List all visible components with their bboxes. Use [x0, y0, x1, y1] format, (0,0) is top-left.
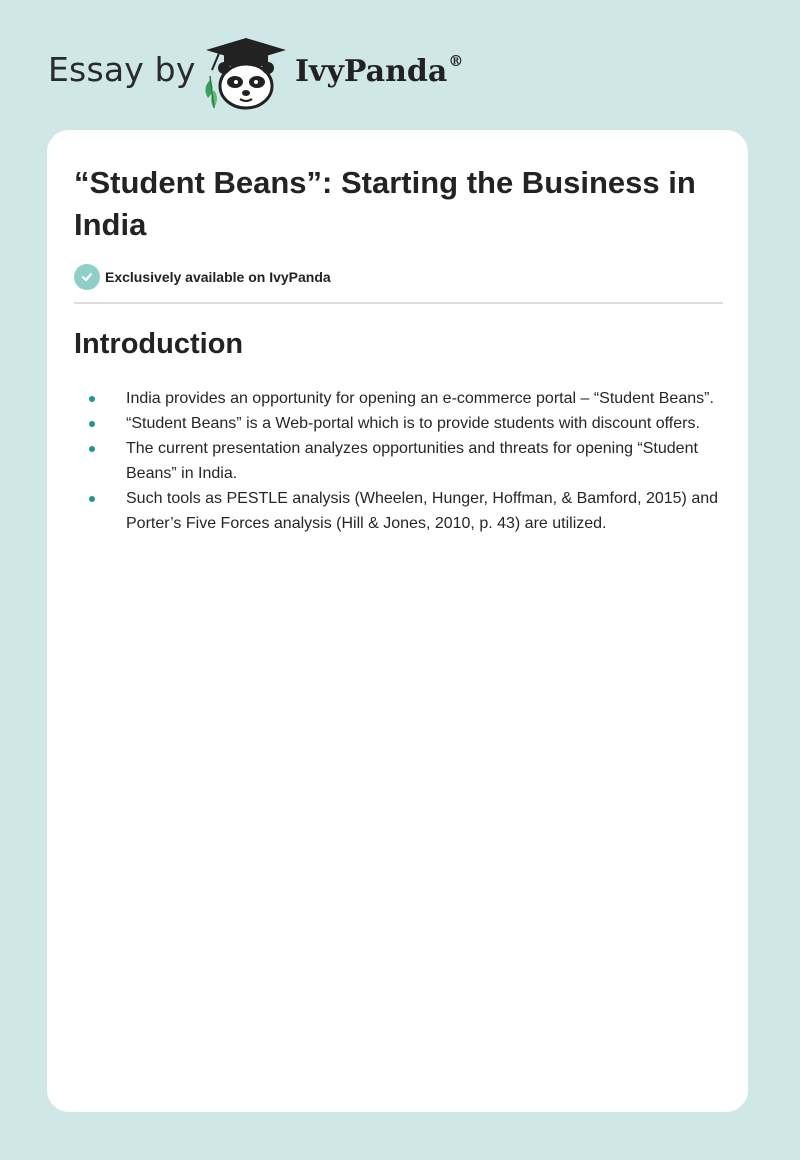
divider [74, 302, 723, 304]
list-item-text: Such tools as PESTLE analysis (Wheelen, Hunger, Hoffman, & Bamford, 2015) and Porter’s Five Forces analysis (Hill & Jones, 2010, p. 43) are utilized. [126, 490, 719, 532]
essay-card [47, 130, 748, 1112]
brand-prefix: Essay by [48, 50, 196, 89]
bullet-list [74, 386, 734, 536]
list-item [74, 411, 734, 436]
bullet-dot [89, 496, 95, 502]
exclusive-badge [74, 263, 331, 291]
brand-header [48, 30, 468, 110]
list-item [74, 436, 734, 486]
bullet-dot [89, 421, 95, 427]
brand-name [295, 54, 463, 89]
badge-label: Exclusively available on IvyPanda [105, 269, 331, 285]
bullet-dot [89, 396, 95, 402]
list-item-text: “Student Beans” is a Web-portal which is to provide students with discount offers. [126, 415, 700, 432]
panda-logo-icon [200, 36, 292, 110]
essay-title: “Student Beans”: Starting the Business in India [74, 165, 696, 242]
brand-name-text: IvyPanda [295, 54, 448, 89]
bullet-dot [89, 446, 95, 452]
registered-mark: ® [448, 52, 464, 70]
list-item [74, 486, 734, 536]
section-heading: Introduction [74, 328, 244, 360]
check-icon [74, 264, 100, 290]
list-item-text: The current presentation analyzes opportunities and threats for opening “Student Beans” in India. [126, 440, 698, 482]
list-item-text: India provides an opportunity for opening an e-commerce portal – “Student Beans”. [126, 390, 714, 407]
list-item [74, 386, 734, 411]
